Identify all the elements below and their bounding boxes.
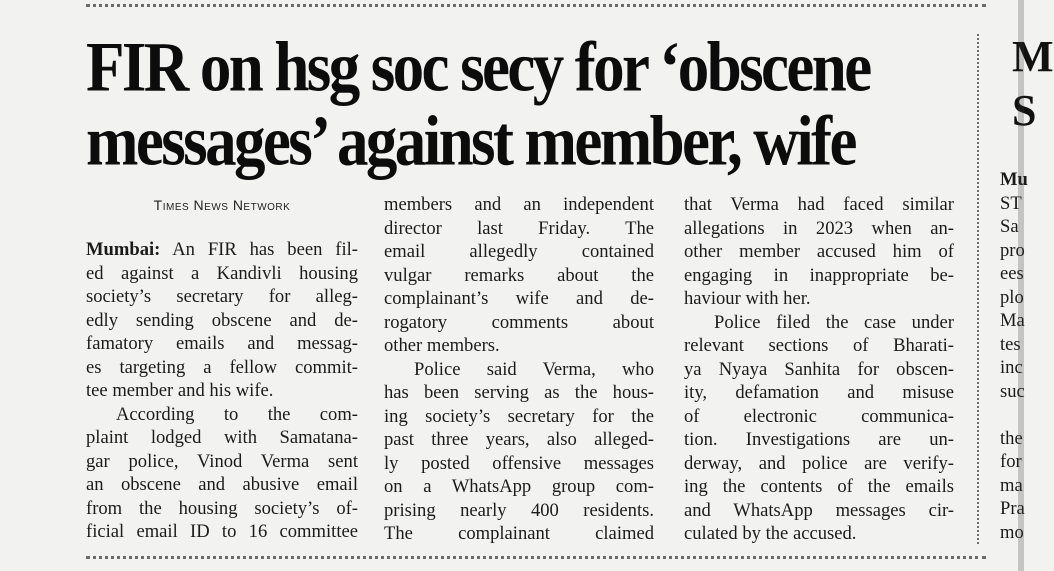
- article-line: ity, defamation and misuse: [684, 382, 954, 403]
- article-line: gar police, Vinod Verma sent: [86, 450, 358, 472]
- article-line: plo: [1000, 286, 1024, 308]
- article-line: ma: [1000, 474, 1023, 496]
- article-line: Mu: [1000, 169, 1028, 190]
- article-line: Pra: [1000, 498, 1025, 519]
- article-line: tee member and his wife.: [86, 380, 274, 401]
- article-line: the: [1000, 427, 1023, 449]
- article-line: on a WhatsApp group com-: [384, 476, 654, 497]
- article-line: email allegedly contained: [384, 241, 654, 262]
- article-line: The complainant claimed: [384, 523, 654, 544]
- article-line: other member accused him of: [684, 241, 954, 262]
- article-line: derway, and police are verify-: [684, 452, 954, 474]
- article-line: plaint lodged with Samatana-: [86, 427, 358, 448]
- article-line: inc: [1000, 357, 1023, 378]
- dateline: Mumbai:: [86, 239, 161, 260]
- article-line: edly sending obscene and de-: [86, 309, 358, 331]
- byline: Times News Network: [153, 197, 291, 213]
- article-line: ees: [1000, 263, 1024, 284]
- adjacent-headline-line-2: S: [1012, 86, 1037, 135]
- article-line: ST: [1000, 192, 1022, 214]
- article-line: ly posted offensive messages: [384, 452, 654, 474]
- article-line: mo: [1000, 521, 1024, 543]
- article-line: from the housing society’s of-: [86, 497, 358, 519]
- article-line: ficial email ID to 16 committee: [86, 521, 358, 542]
- article-line: society’s secretary for alleg-: [86, 286, 358, 307]
- article-line: ya Nyaya Sanhita for obscen-: [684, 358, 954, 380]
- article-line: According to the com-: [116, 403, 358, 425]
- article-line: that Verma had faced similar: [684, 194, 954, 215]
- article-line: es targeting a fellow commit-: [86, 356, 358, 378]
- page-edge-shadow: [1018, 0, 1024, 571]
- bottom-dotted-rule: [86, 556, 986, 559]
- headline-line-1: FIR on hsg soc secy for ‘obscene: [86, 27, 870, 107]
- adjacent-headline-line-1: M: [1012, 32, 1054, 81]
- article-line: Police filed the case under: [714, 311, 954, 333]
- top-dotted-rule: [86, 4, 986, 7]
- article-line: an obscene and abusive email: [86, 474, 358, 495]
- adjacent-headline-fragment: [1012, 30, 1054, 138]
- article-line: ing the contents of the emails: [684, 476, 954, 497]
- article-line: ing society’s secretary for the: [384, 405, 654, 427]
- article-column-1: [86, 238, 358, 544]
- article-line: haviour with her.: [684, 288, 811, 309]
- article-line: other members.: [384, 335, 500, 356]
- article-line: famatory emails and messag-: [86, 333, 358, 354]
- article-line: pro: [1000, 239, 1025, 261]
- column-separator-rule: [977, 34, 979, 544]
- article-line: past three years, also alleged-: [384, 429, 654, 450]
- article-line: allegations in 2023 when an-: [684, 217, 954, 239]
- article-line: complainant’s wife and de-: [384, 288, 654, 309]
- article-line: Ma: [1000, 310, 1025, 331]
- article-line: members and an independent: [384, 194, 654, 215]
- article-line: rogatory comments about: [384, 311, 654, 333]
- article-column-2: [384, 193, 654, 546]
- article-line: and WhatsApp messages cir-: [684, 499, 954, 521]
- article-line: for: [1000, 451, 1022, 472]
- article-line: suc: [1000, 380, 1025, 402]
- article-line: Police said Verma, who: [414, 358, 654, 380]
- article-column-3: [684, 193, 954, 546]
- article-line: tes: [1000, 333, 1021, 355]
- article-line: vulgar remarks about the: [384, 264, 654, 286]
- article-line: culated by the accused.: [684, 523, 857, 544]
- headline: [86, 27, 966, 181]
- article-line: has been serving as the hous-: [384, 382, 654, 403]
- article-line: Mumbai: An FIR has been fil-: [86, 239, 358, 260]
- article-line: of electronic communica-: [684, 405, 954, 427]
- article-line: engaging in inappropriate be-: [684, 264, 954, 286]
- article-line: relevant sections of Bharati-: [684, 335, 954, 356]
- headline-line-2: messages’ against member, wife: [86, 101, 855, 181]
- article-line: ed against a Kandivli housing: [86, 262, 358, 284]
- article-line: tion. Investigations are un-: [684, 429, 954, 450]
- article-line: prising nearly 400 residents.: [384, 499, 654, 521]
- article-line: director last Friday. The: [384, 217, 654, 239]
- article-line: Sa: [1000, 216, 1019, 237]
